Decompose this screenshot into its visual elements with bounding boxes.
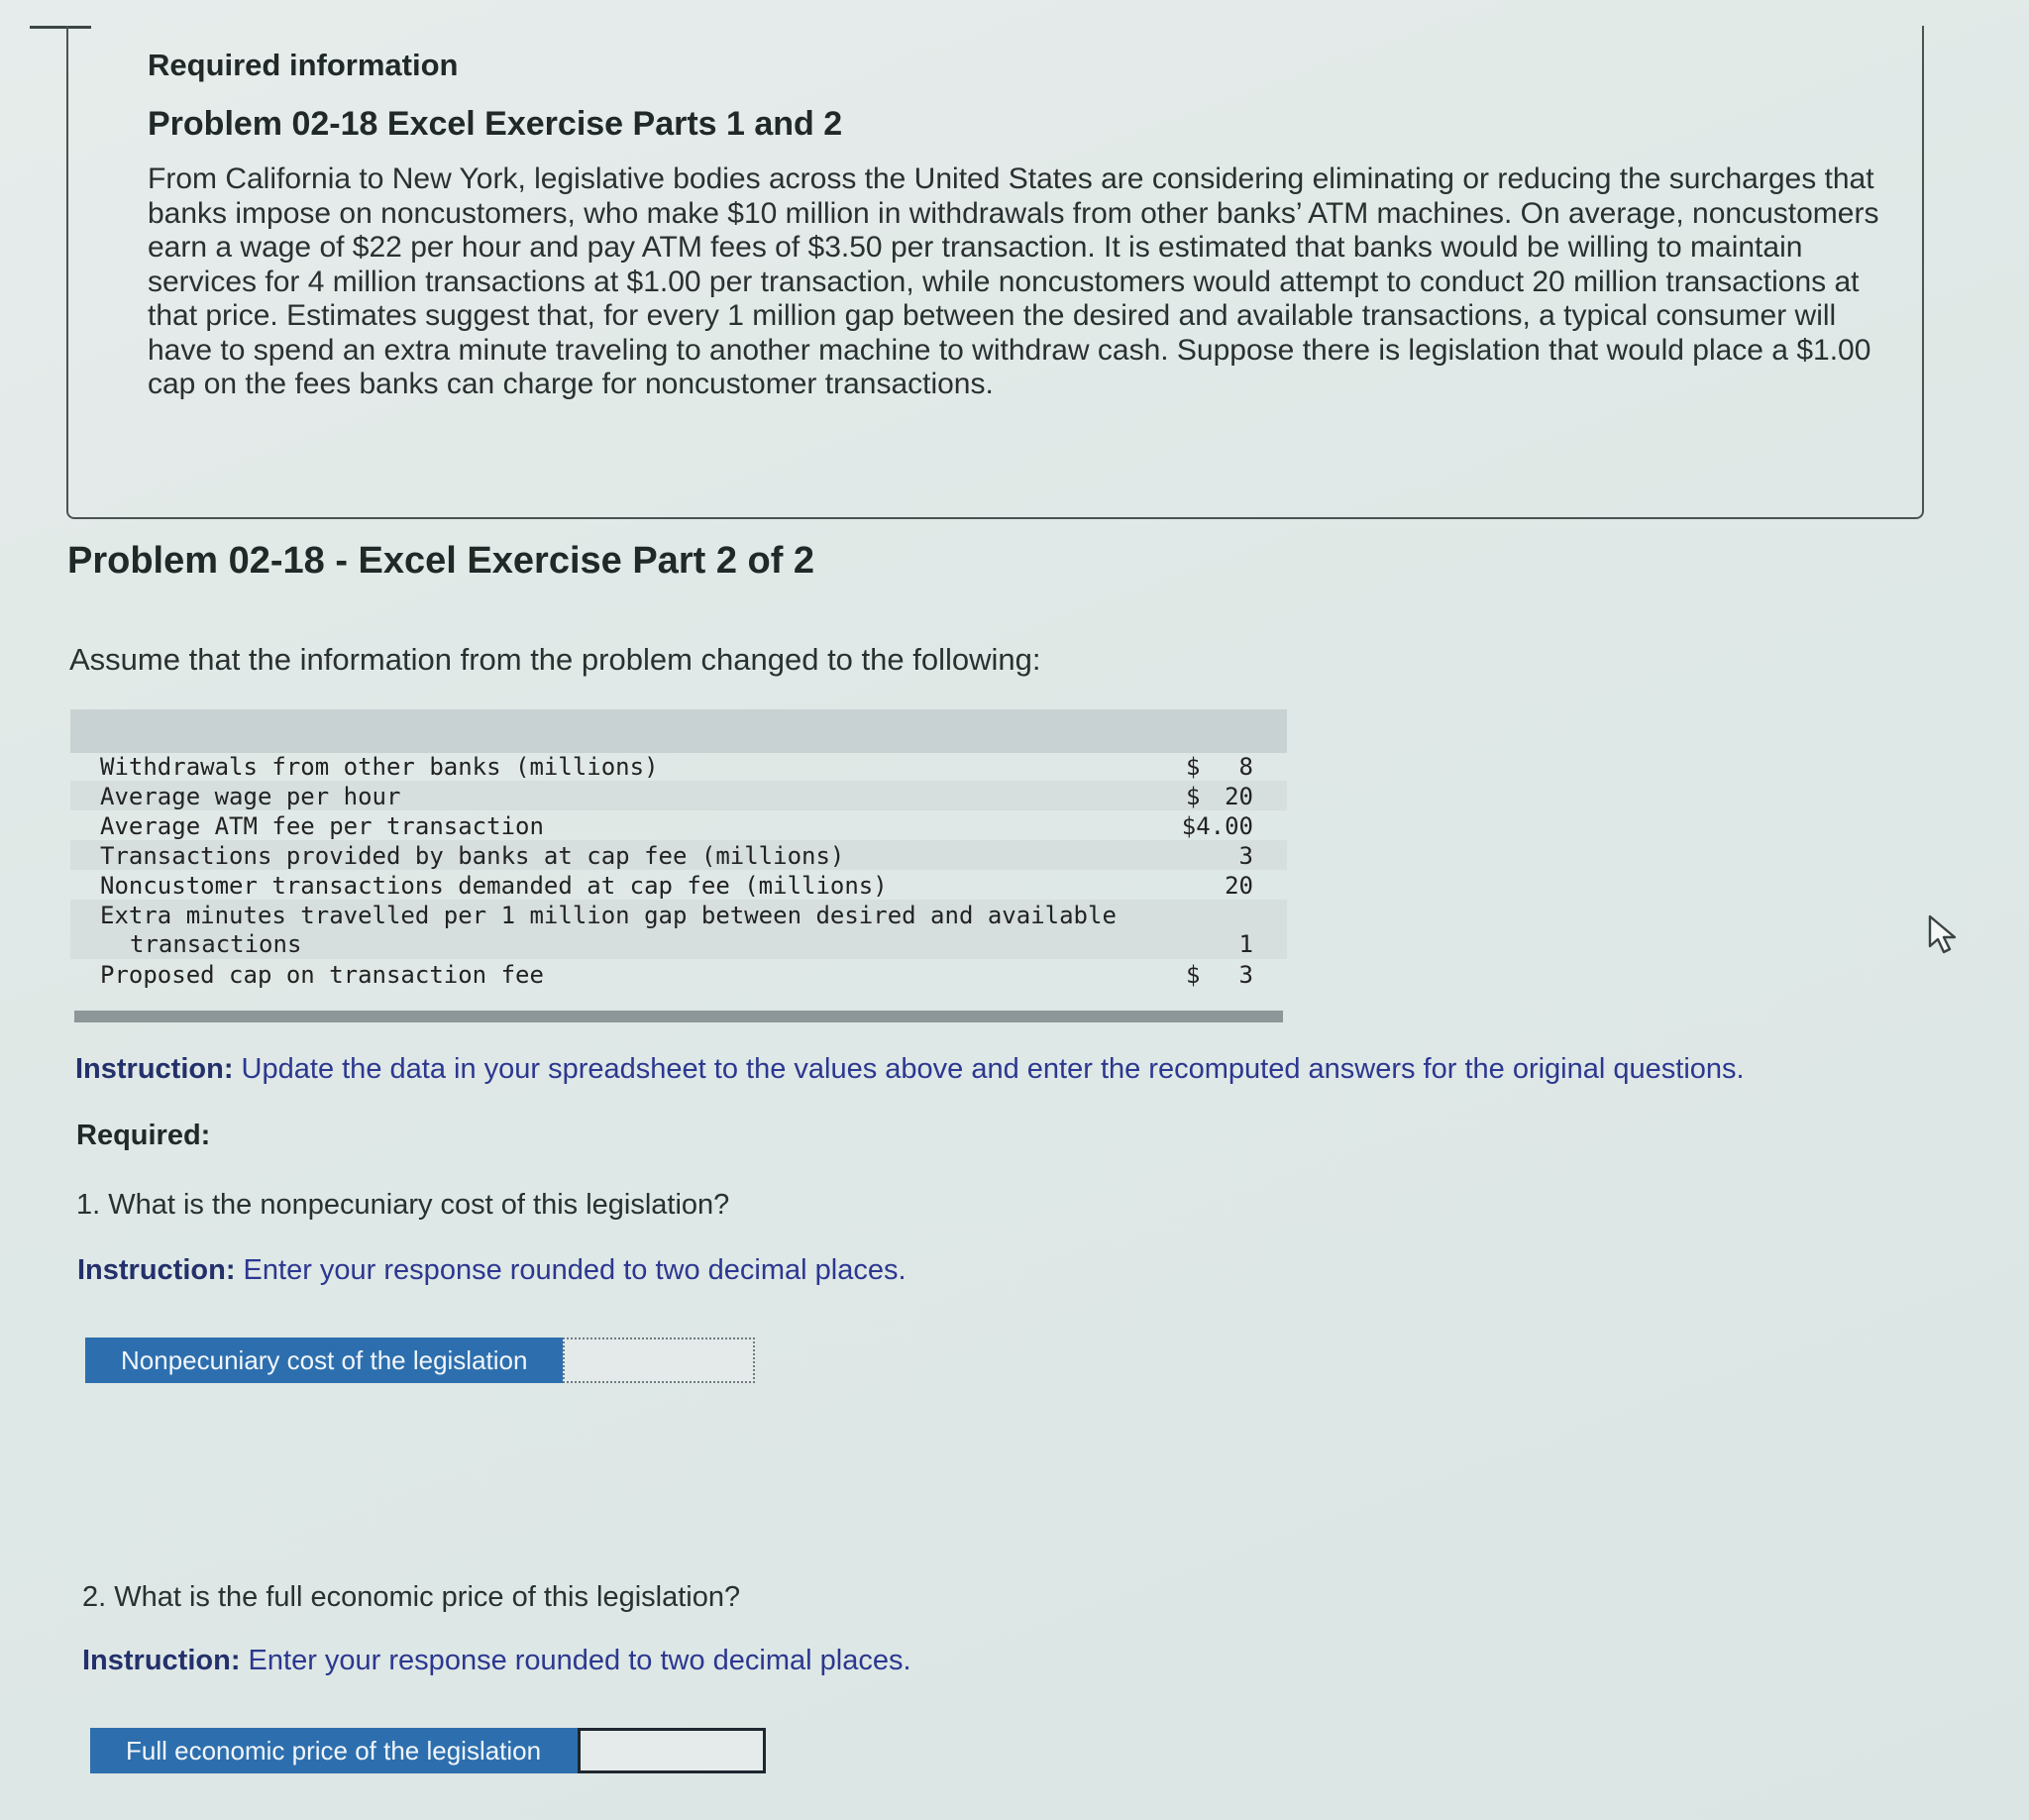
instruction-label: Instruction: (75, 1053, 234, 1085)
data-table-header-bar (70, 709, 1287, 753)
row-currency: $ (1186, 783, 1201, 810)
row-value: 8 (1238, 753, 1253, 781)
row-label: Extra minutes travelled per 1 million gap between desired and available (100, 902, 1117, 929)
problem-description: From California to New York, legislative bodies across the United States are considering eliminating or reducing the surcharges that banks impose on noncustomers, who make $10 million in withdrawals from other banks’ ATM machines. On average, noncustomers earn a wage of $22 per hour and pay ATM fees of $3.50 per transaction. It is estimated that banks would be willing to maintain services for 4 million transactions at $1.00 per transaction, while noncustomers would attempt to conduct 20 million transactions at that price. Estimates suggest that, for every 1 million gap between the desired and available transactions, a typical consumer will have to spend an extra minute traveling to another machine to withdraw cash. Suppose there is legislation that would place a $1.00 cap on the fees banks can charge for noncustomer transactions. (148, 162, 1879, 400)
table-row (70, 840, 1287, 870)
row-label: Average wage per hour (100, 783, 401, 810)
row-value: 20 (1225, 872, 1253, 900)
row-label: Proposed cap on transaction fee (100, 961, 544, 989)
full-price-answer-label: Full economic price of the legislation (90, 1728, 578, 1773)
row-label: Transactions provided by banks at cap fee (millions) (100, 842, 845, 870)
question-1: 1. What is the nonpecuniary cost of this legislation? (76, 1189, 730, 1221)
row-label: Withdrawals from other banks (millions) (100, 753, 659, 781)
nonpecuniary-answer-label: Nonpecuniary cost of the legislation (85, 1338, 563, 1383)
assume-text: Assume that the information from the problem changed to the following: (69, 642, 1041, 677)
full-price-answer-row (90, 1728, 766, 1773)
row-label: Average ATM fee per transaction (100, 812, 544, 840)
row-label: Noncustomer transactions demanded at cap fee (millions) (100, 872, 888, 900)
row-currency: $ (1186, 961, 1201, 989)
instruction-text: Enter your response rounded to two decimal places. (235, 1254, 907, 1286)
table-row (70, 751, 1287, 781)
question-2: 2. What is the full economic price of this legislation? (82, 1581, 741, 1613)
mouse-pointer-icon (1924, 912, 1964, 956)
row-value: 3 (1238, 842, 1253, 870)
part-title: Problem 02-18 - Excel Exercise Part 2 of 2 (67, 540, 815, 582)
nonpecuniary-cost-input[interactable] (563, 1338, 755, 1383)
table-row (70, 781, 1287, 810)
table-row (70, 959, 1287, 989)
question-2-instruction (82, 1645, 911, 1677)
row-label-continuation: transactions (130, 930, 302, 958)
table-row (70, 900, 1287, 959)
table-row (70, 810, 1287, 840)
problem-title: Problem 02-18 Excel Exercise Parts 1 and 2 (148, 105, 843, 143)
data-table (70, 709, 1287, 1022)
row-value: 1 (1238, 930, 1253, 958)
row-value: 20 (1225, 783, 1253, 810)
instruction-label: Instruction: (82, 1645, 241, 1676)
nonpecuniary-answer-row (85, 1338, 755, 1383)
required-information-box (66, 26, 1924, 519)
required-information-heading: Required information (148, 48, 459, 82)
required-heading: Required: (76, 1120, 211, 1151)
row-value: 3 (1238, 961, 1253, 989)
instruction-text: Update the data in your spreadsheet to the values above and enter the recomputed answers for the original questions. (233, 1053, 1745, 1085)
row-currency: $ (1186, 753, 1201, 781)
data-table-footer-bar (74, 1011, 1283, 1022)
instruction-label: Instruction: (77, 1254, 236, 1286)
question-1-instruction (77, 1254, 907, 1287)
table-row (70, 870, 1287, 900)
main-instruction (75, 1053, 1745, 1086)
instruction-text: Enter your response rounded to two decimal places. (240, 1645, 911, 1676)
full-economic-price-input[interactable] (578, 1728, 766, 1773)
row-value: $4.00 (1181, 812, 1253, 840)
